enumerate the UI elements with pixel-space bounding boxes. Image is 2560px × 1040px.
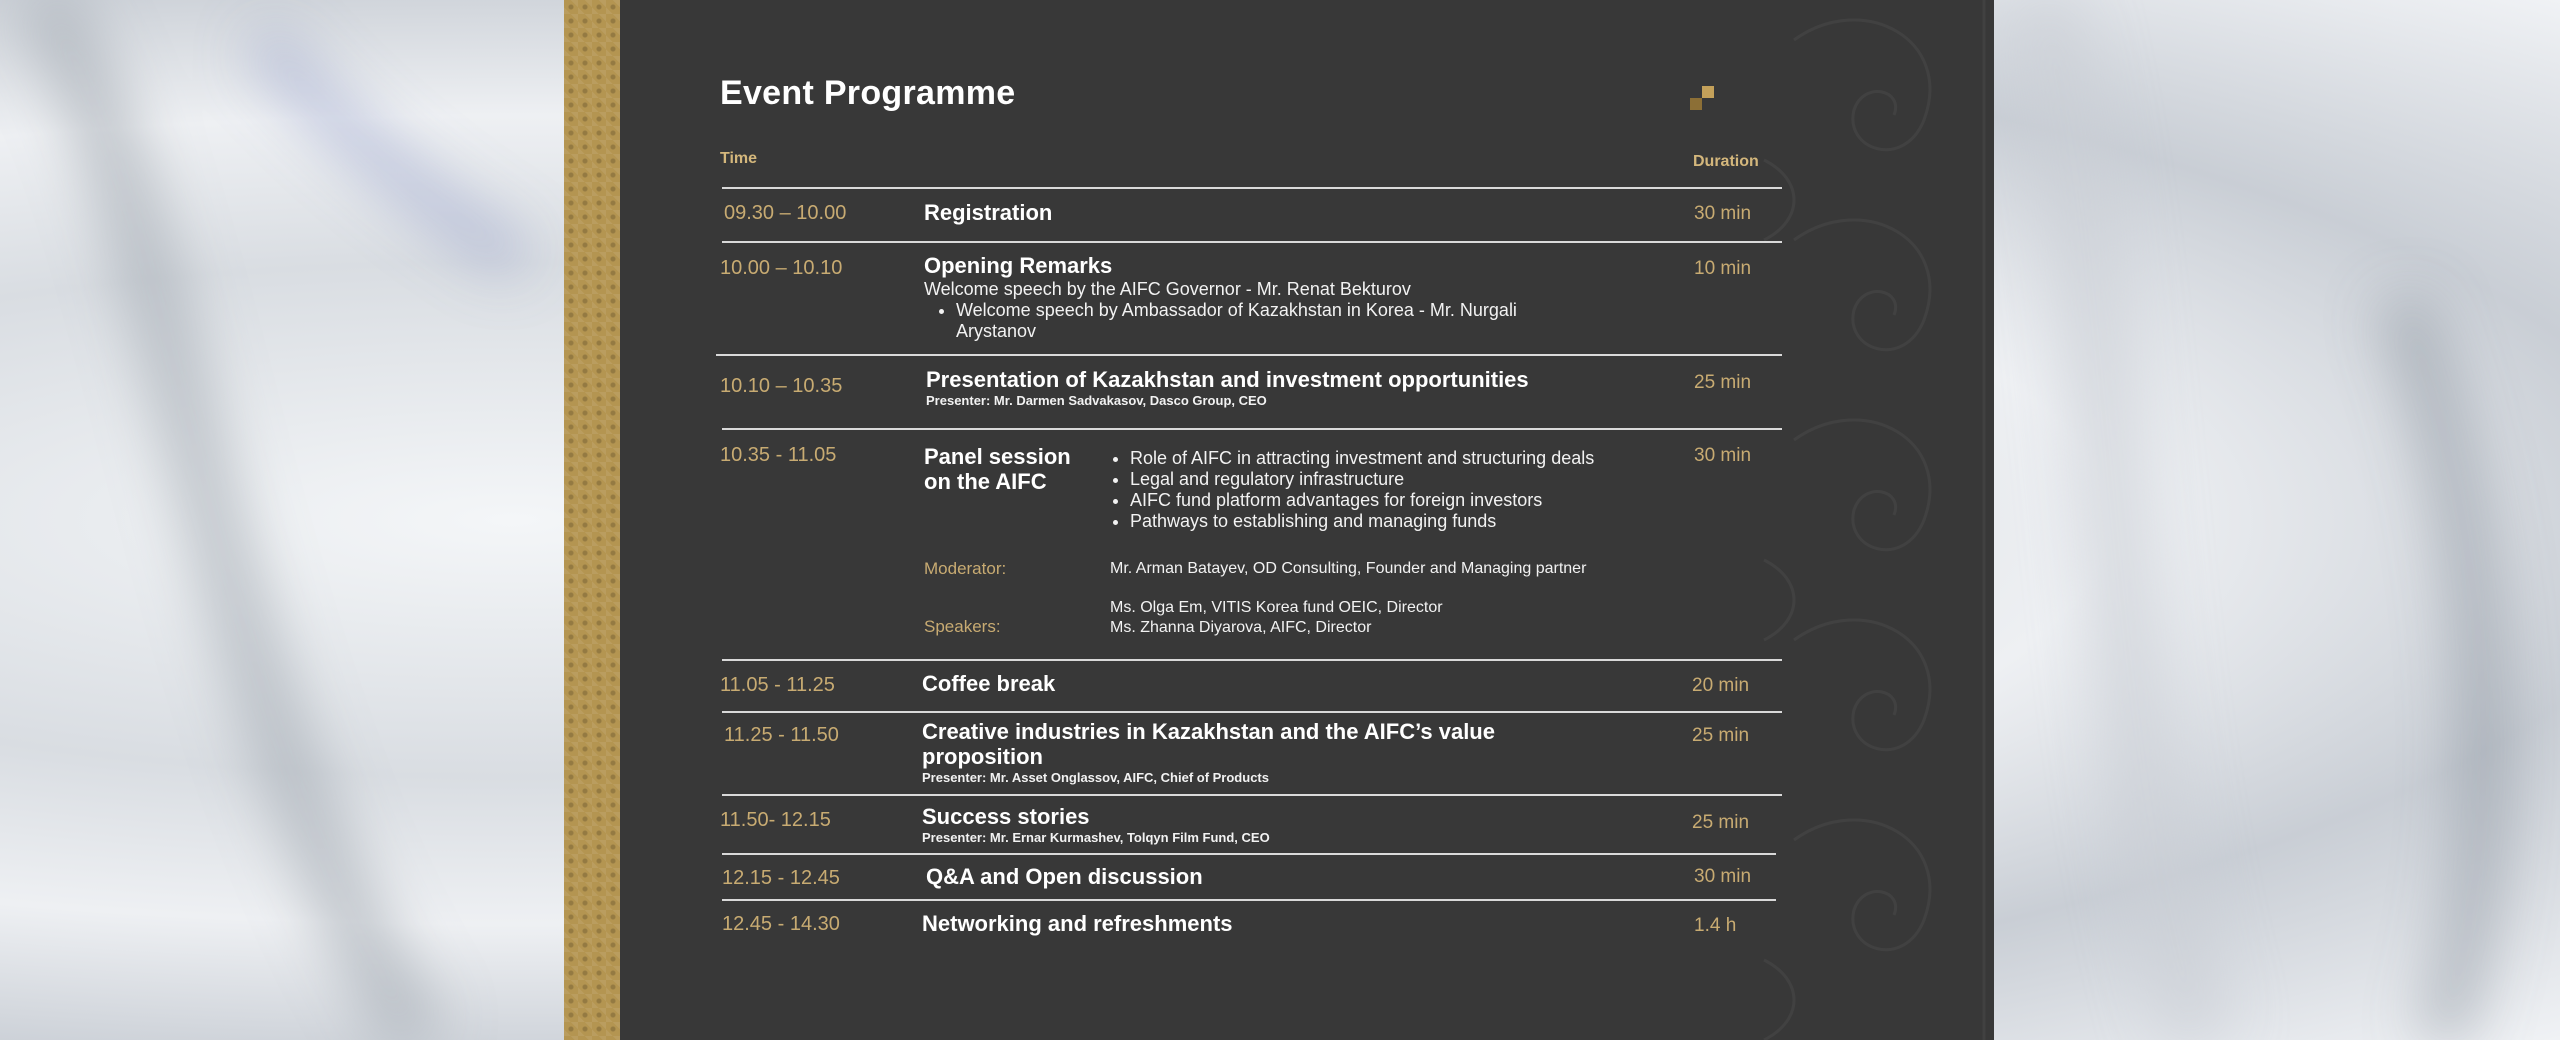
programme-slide (564, 0, 1994, 1040)
divider (722, 241, 1782, 243)
divider (722, 794, 1782, 796)
session-title: Q&A and Open discussion (926, 864, 1203, 889)
session-presenter: Presenter: Mr. Darmen Sadvakasov, Dasco Group, CEO (926, 393, 1267, 408)
stepped-squares-logo-icon (1690, 86, 1716, 112)
session-duration: 1.4 h (1694, 915, 1737, 936)
divider (722, 899, 1776, 901)
bullet-item: • AIFC fund platform advantages for foreign investors (1130, 490, 1690, 511)
session-duration: 30 min (1694, 866, 1752, 887)
session-title: Coffee break (922, 671, 1056, 696)
page-title: Event Programme (720, 74, 1016, 112)
ornament-pattern (1754, 0, 1994, 1040)
divider (716, 354, 1782, 356)
session-title: Success stories (922, 804, 1090, 829)
session-time: 11.25 - 11.50 (724, 724, 839, 746)
moderator-name: Mr. Arman Batayev, OD Consulting, Founder and Managing partner (1110, 560, 1587, 577)
session-title: Panel session on the AIFC (924, 444, 1071, 494)
session-time: 10.10 – 10.35 (720, 375, 843, 397)
divider (722, 853, 1776, 855)
speaker-name: Ms. Olga Em, VITIS Korea fund OEIC, Director (1110, 599, 1443, 616)
session-title: Registration (924, 200, 1053, 225)
divider (722, 711, 1782, 713)
session-title: Presentation of Kazakhstan and investment opportunities (926, 367, 1529, 392)
session-time: 09.30 – 10.00 (724, 202, 847, 224)
divider (722, 428, 1782, 430)
session-subtitle: Welcome speech by the AIFC Governor - Mr. Renat Bekturov (924, 279, 1411, 299)
session-presenter: Presenter: Mr. Ernar Kurmashev, Tolqyn Film Fund, CEO (922, 830, 1270, 845)
session-time: 11.50- 12.15 (720, 809, 831, 831)
bullet-item: • Legal and regulatory infrastructure (1130, 469, 1690, 490)
session-title: Networking and refreshments (922, 911, 1233, 936)
speaker-name: Ms. Zhanna Diyarova, AIFC, Director (1110, 619, 1372, 636)
session-presenter: Presenter: Mr. Asset Onglassov, AIFC, Chief of Products (922, 770, 1269, 785)
session-duration: 20 min (1692, 675, 1750, 696)
session-time: 12.15 - 12.45 (722, 867, 840, 889)
bullet-item: • Pathways to establishing and managing funds (1130, 511, 1690, 532)
gold-ornament-band (564, 0, 620, 1040)
session-title: Opening Remarks (924, 253, 1113, 278)
session-duration: 25 min (1692, 725, 1750, 746)
session-time: 10.00 – 10.10 (720, 257, 843, 279)
divider (722, 187, 1782, 189)
time-column-header: Time (720, 150, 758, 167)
session-duration: 10 min (1694, 258, 1752, 279)
duration-column-header: Duration (1693, 153, 1759, 170)
session-duration: 25 min (1692, 812, 1750, 833)
session-duration: 30 min (1694, 445, 1752, 466)
session-title: Creative industries in Kazakhstan and the AIFC’s value proposition (922, 719, 1495, 769)
session-time: 11.05 - 11.25 (720, 674, 835, 696)
bullet-item: • Role of AIFC in attracting investment and structuring deals (1130, 448, 1690, 469)
session-duration: 30 min (1694, 203, 1752, 224)
speakers-label: Speakers: (924, 617, 1001, 636)
session-bullets (1110, 448, 1690, 532)
session-duration: 25 min (1694, 372, 1752, 393)
bullet-item: • Welcome speech by Ambassador of Kazakhstan in Korea - Mr. Nurgali Arystanov (956, 300, 1586, 342)
session-time: 12.45 - 14.30 (722, 913, 840, 935)
divider (722, 659, 1782, 661)
moderator-label: Moderator: (924, 559, 1007, 578)
session-bullets (936, 300, 1586, 342)
session-time: 10.35 - 11.05 (720, 444, 837, 466)
